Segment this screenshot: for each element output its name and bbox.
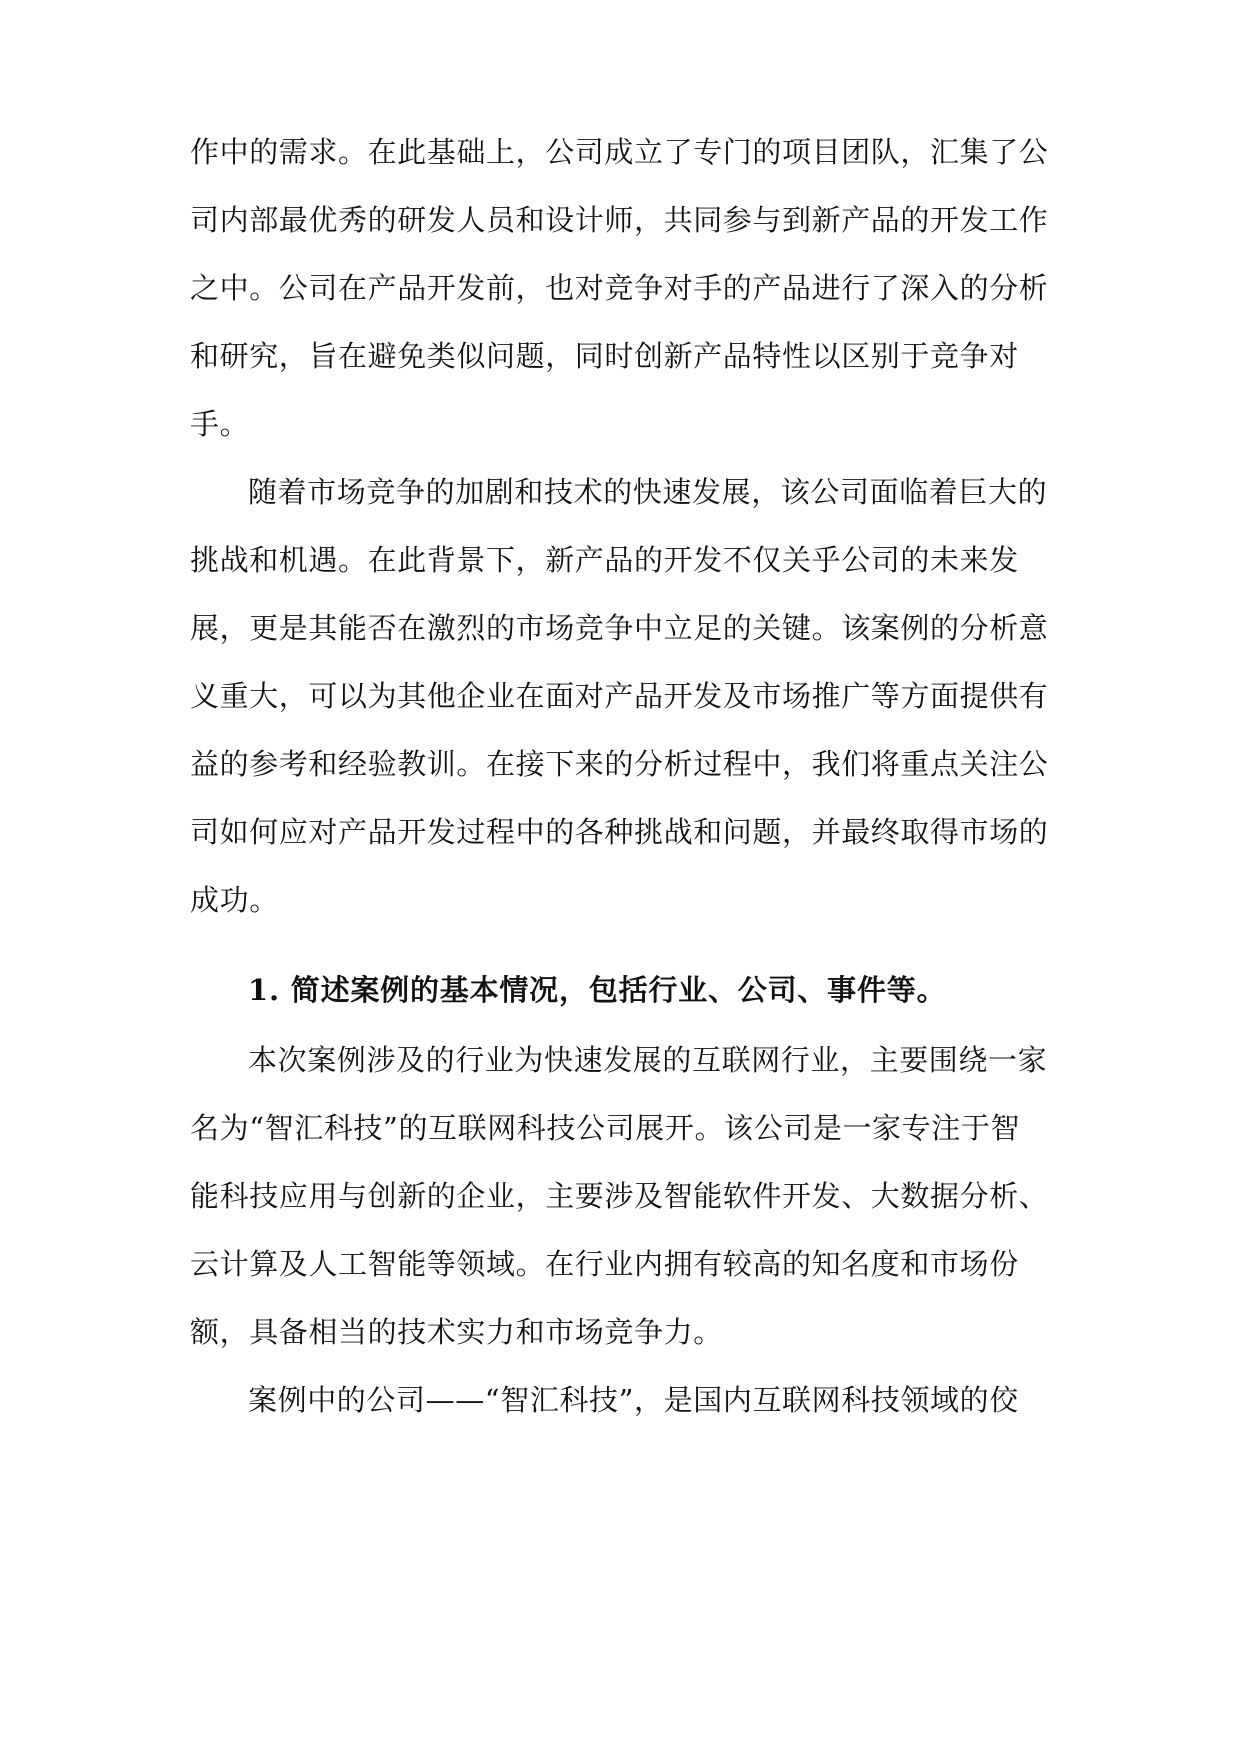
text-line: 展，更是其能否在激烈的市场竞争中立足的关键。该案例的分析意	[190, 611, 1049, 645]
text-line: 益的参考和经验教训。在接下来的分析过程中，我们将重点关注公	[190, 747, 1049, 781]
text-line: 义重大，可以为其他企业在面对产品开发及市场推广等方面提供有	[190, 679, 1049, 713]
text-line: 挑战和机遇。在此背景下，新产品的开发不仅关乎公司的未来发	[190, 543, 1019, 577]
text-line: 云计算及人工智能等领域。在行业内拥有较高的知名度和市场份	[190, 1247, 1019, 1281]
text-line: 随着市场竞争的加剧和技术的快速发展，该公司面临着巨大的	[248, 475, 1048, 509]
text-line: 作中的需求。在此基础上，公司成立了专门的项目团队，汇集了公	[190, 135, 1049, 169]
text-line: 额，具备相当的技术实力和市场竞争力。	[190, 1315, 723, 1349]
text-line: 名为“智汇科技”的互联网科技公司展开。该公司是一家专注于智	[190, 1111, 1021, 1145]
text-line: 手。	[190, 407, 250, 441]
text-line: 司内部最优秀的研发人员和设计师，共同参与到新产品的开发工作	[190, 203, 1049, 237]
text-line: 本次案例涉及的行业为快速发展的互联网行业，主要围绕一家	[248, 1043, 1048, 1077]
text-line: 和研究，旨在避免类似问题，同时创新产品特性以区别于竞争对	[190, 339, 1019, 373]
text-line: 能科技应用与创新的企业，主要涉及智能软件开发、大数据分析、	[190, 1179, 1049, 1213]
text-line: 案例中的公司——“智汇科技”，是国内互联网科技领域的佼	[248, 1383, 1019, 1417]
text-line: 成功。	[190, 883, 279, 917]
text-line: 之中。公司在产品开发前，也对竞争对手的产品进行了深入的分析	[190, 271, 1049, 305]
section-heading: 1. 简述案例的基本情况，包括行业、公司、事件等。	[248, 973, 947, 1007]
text-line: 司如何应对产品开发过程中的各种挑战和问题，并最终取得市场的	[190, 815, 1049, 849]
